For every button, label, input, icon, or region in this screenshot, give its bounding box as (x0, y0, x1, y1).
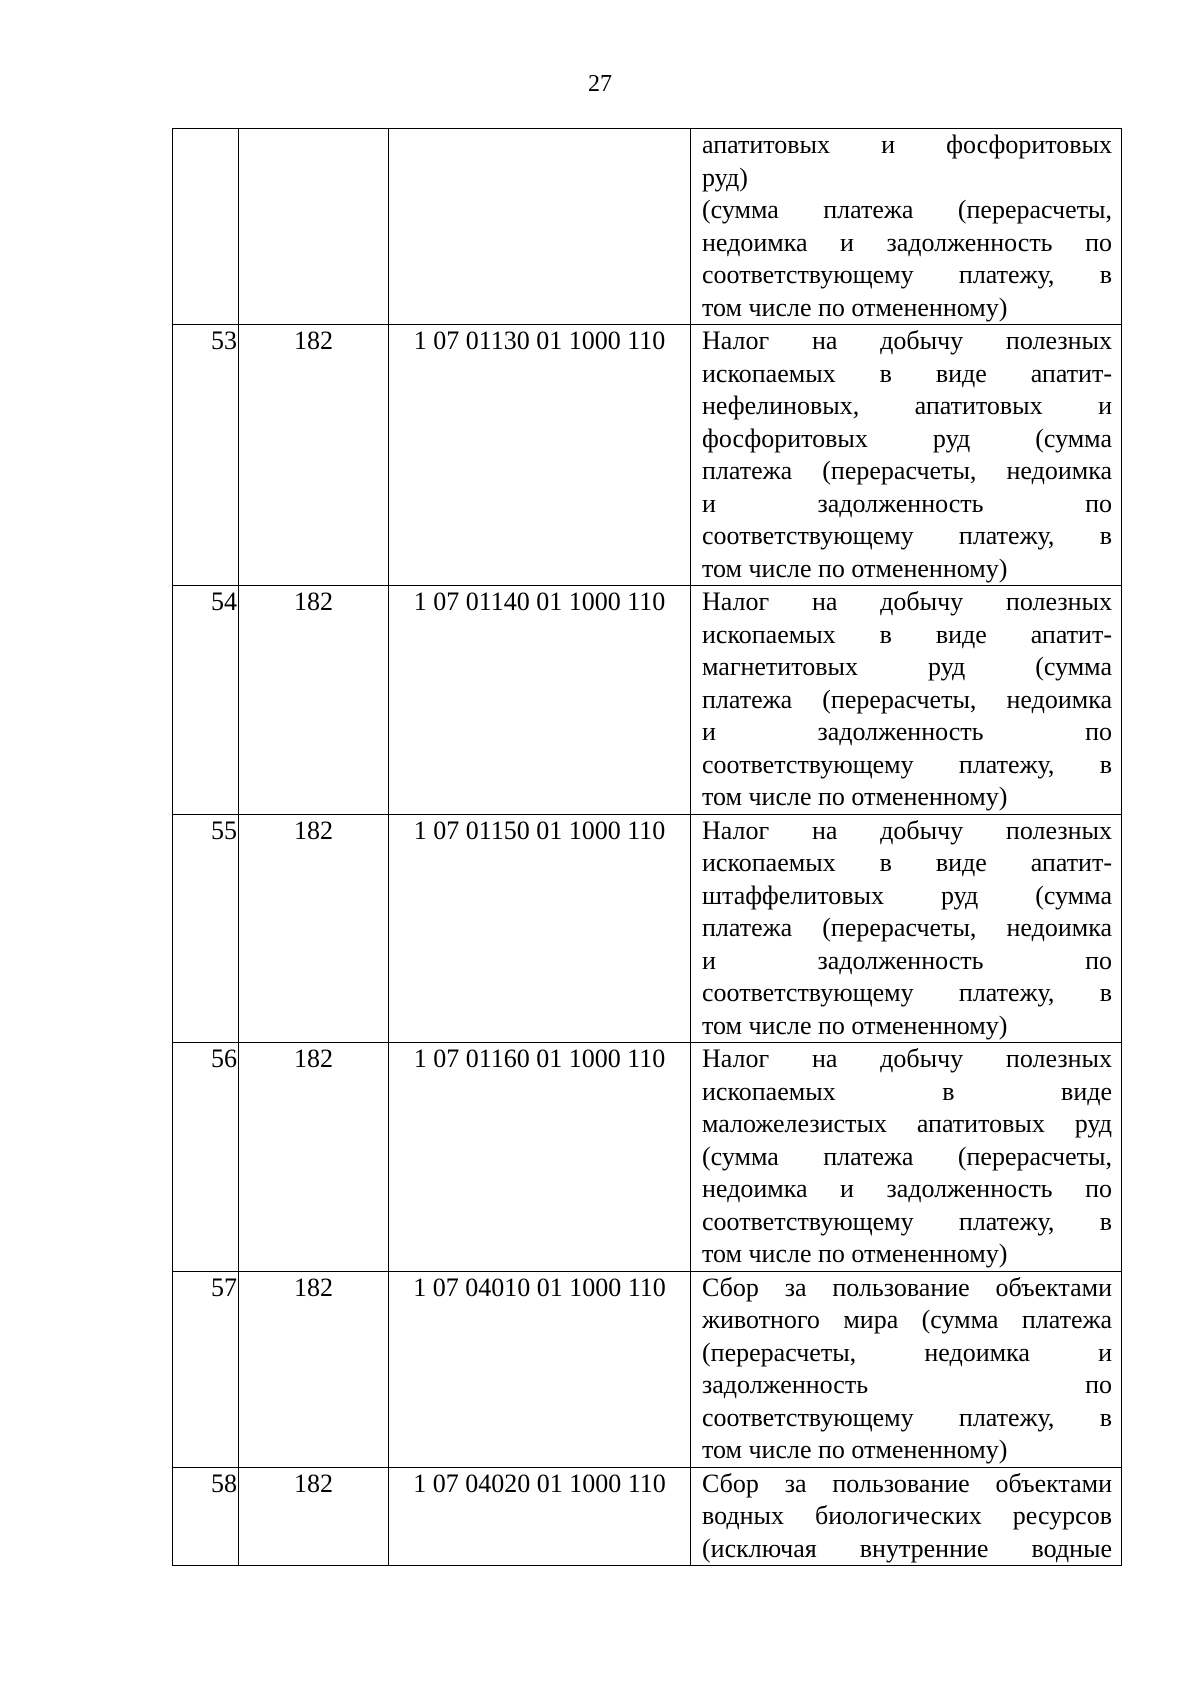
budget-code-cell: 1 07 04020 01 1000 110 (389, 1467, 691, 1566)
revenue-name-line: ископаемых в виде апатит- (702, 848, 1112, 877)
revenue-name-cell (691, 129, 1122, 325)
row-number-cell: 56 (173, 1043, 239, 1272)
revenue-name-line: фосфоритовых руд (сумма (702, 423, 1112, 453)
revenue-name-line: соответствующему платежу, в (702, 1206, 1112, 1236)
admin-code-cell: 182 (239, 814, 389, 1043)
budget-code-cell: 1 07 04010 01 1000 110 (389, 1271, 691, 1467)
revenue-name-line: недоимка и задолженность по (702, 227, 1112, 257)
revenue-name-line: (сумма платежа (перерасчеты, (702, 1141, 1112, 1171)
admin-code-cell (239, 129, 389, 325)
revenue-name-line: животного мира (сумма платежа (702, 1305, 1112, 1334)
revenue-name-line: маложелезистых апатитовых руд (702, 1109, 1112, 1138)
table-row (173, 814, 1122, 1043)
revenue-name-line: ископаемых в виде апатит- (702, 619, 1112, 649)
revenue-name-cell (691, 1467, 1122, 1566)
revenue-name-line: и задолженность по (702, 717, 1112, 746)
row-number-cell: 58 (173, 1467, 239, 1566)
revenue-name-line: Сбор за пользование объектами (702, 1272, 1112, 1302)
revenue-name-line: платежа (перерасчеты, недоимка (702, 913, 1112, 942)
revenue-name-line: том числе по отмененному) (702, 1239, 1008, 1268)
revenue-name-cell (691, 325, 1122, 586)
row-number-cell: 54 (173, 586, 239, 815)
table-row (173, 586, 1122, 815)
revenue-name-cell (691, 814, 1122, 1043)
table-row (173, 325, 1122, 586)
revenue-name-line: том числе по отмененному) (702, 553, 1008, 583)
revenue-name-line: штаффелитовых руд (сумма (702, 880, 1112, 910)
table-body (173, 129, 1122, 1566)
revenue-name-line: платежа (перерасчеты, недоимка (702, 456, 1112, 485)
revenue-name-line: (сумма платежа (перерасчеты, (702, 195, 1112, 224)
admin-code-cell: 182 (239, 1271, 389, 1467)
budget-code-cell: 1 07 01160 01 1000 110 (389, 1043, 691, 1272)
table-row (173, 1467, 1122, 1566)
revenue-name-line: том числе по отмененному) (702, 292, 1008, 322)
revenue-name-line: Налог на добычу полезных (702, 815, 1112, 845)
table-row (173, 1043, 1122, 1272)
row-number-cell: 55 (173, 814, 239, 1043)
revenue-name-line: том числе по отмененному) (702, 782, 1008, 811)
budget-code-cell (389, 129, 691, 325)
revenue-name-cell (691, 1043, 1122, 1272)
revenue-name-line: водных биологических ресурсов (702, 1501, 1112, 1530)
revenue-name-line: (исключая внутренние водные (702, 1533, 1112, 1563)
admin-code-cell: 182 (239, 1043, 389, 1272)
budget-code-cell: 1 07 01130 01 1000 110 (389, 325, 691, 586)
revenue-name-line: задолженность по (702, 1370, 1112, 1399)
budget-classification-table (172, 128, 1122, 1566)
revenue-name-line: ископаемых в виде (702, 1076, 1112, 1106)
revenue-name-line: недоимка и задолженность по (702, 1174, 1112, 1203)
table-row (173, 129, 1122, 325)
page-number: 27 (588, 71, 612, 97)
revenue-name-line: соответствующему платежу, в (702, 521, 1112, 550)
revenue-name-line: нефелиновых, апатитовых и (702, 391, 1112, 420)
revenue-name-line: том числе по отмененному) (702, 1435, 1008, 1464)
revenue-name-line: соответствующему платежу, в (702, 1402, 1112, 1432)
revenue-name-line: и задолженность по (702, 488, 1112, 518)
admin-code-cell: 182 (239, 586, 389, 815)
revenue-name-line: Налог на добычу полезных (702, 587, 1112, 616)
revenue-name-line: Налог на добычу полезных (702, 1044, 1112, 1073)
revenue-name-line: (перерасчеты, недоимка и (702, 1337, 1112, 1367)
revenue-name-cell (691, 1271, 1122, 1467)
revenue-name-line: Сбор за пользование объектами (702, 1468, 1112, 1498)
admin-code-cell: 182 (239, 325, 389, 586)
revenue-name-cell (691, 586, 1122, 815)
table-row (173, 1271, 1122, 1467)
revenue-name-line: магнетитовых руд (сумма (702, 652, 1112, 681)
revenue-name-line: соответствующему платежу, в (702, 260, 1112, 289)
revenue-name-line: Налог на добычу полезных (702, 326, 1112, 355)
revenue-name-line: ископаемых в виде апатит- (702, 358, 1112, 388)
revenue-name-line: соответствующему платежу, в (702, 978, 1112, 1007)
row-number-cell (173, 129, 239, 325)
revenue-name-line: том числе по отмененному) (702, 1010, 1008, 1040)
row-number-cell: 53 (173, 325, 239, 586)
row-number-cell: 57 (173, 1271, 239, 1467)
budget-code-cell: 1 07 01140 01 1000 110 (389, 586, 691, 815)
revenue-name-line: апатитовых и фосфоритовых (702, 130, 1112, 159)
revenue-name-line: соответствующему платежу, в (702, 749, 1112, 779)
revenue-name-line: и задолженность по (702, 945, 1112, 975)
revenue-name-line: платежа (перерасчеты, недоимка (702, 684, 1112, 714)
admin-code-cell: 182 (239, 1467, 389, 1566)
revenue-name-line: руд) (702, 162, 748, 192)
budget-code-cell: 1 07 01150 01 1000 110 (389, 814, 691, 1043)
